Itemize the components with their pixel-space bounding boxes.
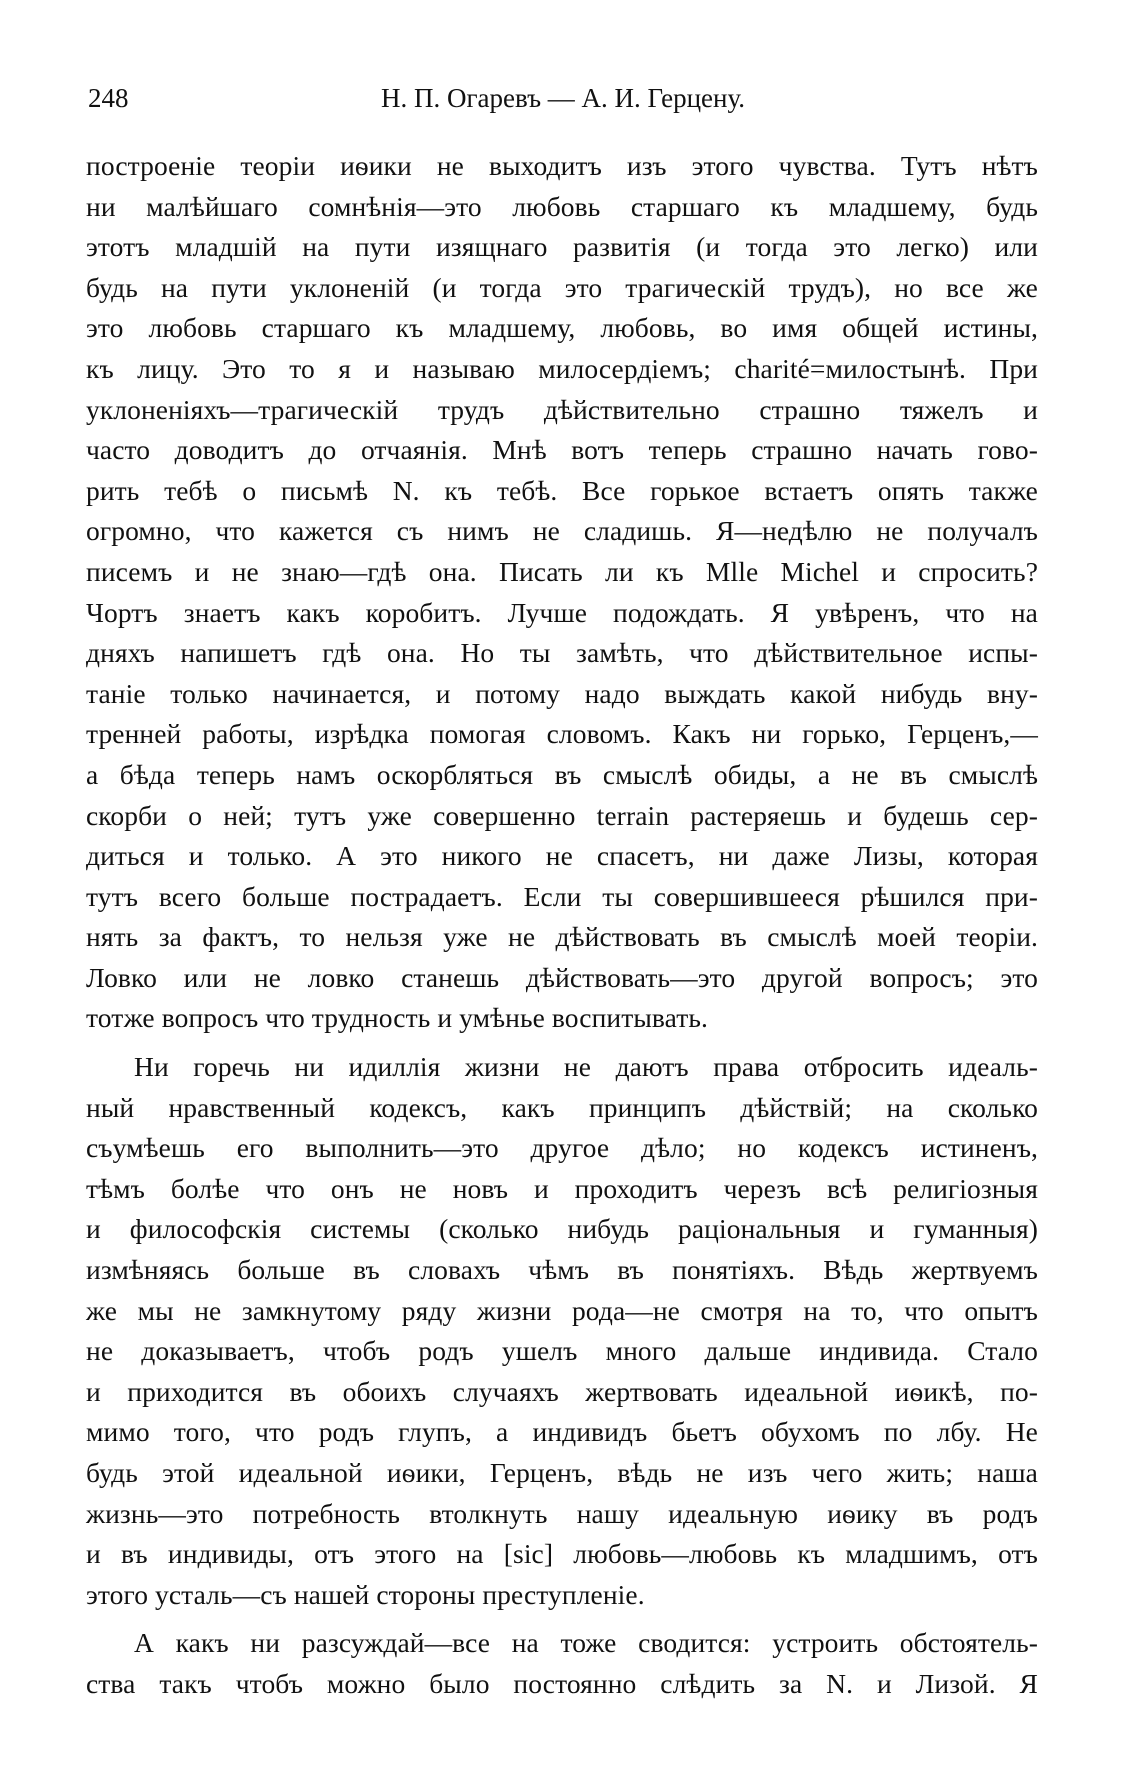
text-line: а бѣда теперь намъ оскорбляться въ смыслѣ обиды, а не въ смыслѣ <box>86 758 1038 790</box>
text-line: измѣняясь больше въ словахъ чѣмъ въ понятіяхъ. Вѣдь жертвуемъ <box>86 1254 1038 1286</box>
text-line: къ лицу. Это то я и называю милосердіемъ; charité=милостынѣ. При <box>86 352 1038 384</box>
text-line: диться и только. А это никого не спасетъ, ни даже Лизы, которая <box>86 840 1038 872</box>
text-line: будь этой идеальной иѳики, Герценъ, вѣдь не изъ чего жить; наша <box>86 1457 1038 1488</box>
text-line: А какъ ни разсуждай—все на тоже сводится: устроить обстоятель- <box>134 1627 1038 1659</box>
text-line: ства такъ чтобъ можно было постоянно слѣдить за N. и Лизой. Я <box>86 1667 1038 1699</box>
text-line: же мы не замкнутому ряду жизни рода—не смотря на то, что опытъ <box>86 1294 1038 1326</box>
text-line: Ни горечь ни идиллія жизни не даютъ права отбросить идеаль- <box>134 1051 1038 1083</box>
text-line: дняхъ напишетъ гдѣ она. Но ты замѣть, что дѣйствительное испы- <box>86 637 1038 669</box>
text-line: и приходится въ обоихъ случаяхъ жертвовать идеальной иѳикѣ, по- <box>86 1375 1038 1407</box>
text-line: этого усталь—съ нашей стороны преступленіе. <box>86 1578 645 1610</box>
text-line: мимо того, что родъ глупъ, а индивидъ бьетъ обухомъ по лбу. Не <box>86 1416 1038 1448</box>
paragraph <box>86 1047 1038 1615</box>
text-line: Ловко или не ловко станешь дѣйствовать—это другой вопросъ; это <box>86 961 1038 993</box>
text-line: съумѣешь его выполнить—это другое дѣло; но кодексъ истиненъ, <box>86 1132 1038 1164</box>
text-line: и въ индивиды, отъ этого на [sic] любовь—любовь къ младшимъ, отъ <box>86 1538 1038 1570</box>
text-line: ный нравственный кодексъ, какъ принципъ дѣйствій; на сколько <box>86 1091 1038 1123</box>
text-line: огромно, что кажется съ нимъ не сладишь. Я—недѣлю не получалъ <box>86 515 1038 547</box>
text-line: ни малѣйшаго сомнѣнія—это любовь старшаго къ младшему, будь <box>86 190 1038 222</box>
text-line: тѣмъ болѣе что онъ не новъ и проходитъ черезъ всѣ религіозныя <box>86 1172 1038 1204</box>
text-line: жизнь—это потребность втолкнуть нашу идеальную иѳику въ родъ <box>86 1497 1038 1529</box>
text-line: тренней работы, изрѣдка помогая словомъ. Какъ ни горько, Герценъ,— <box>86 718 1038 750</box>
paragraph <box>86 146 1038 1039</box>
text-line: нять за фактъ, то нельзя уже не дѣйствовать въ смыслѣ моей теоріи. <box>86 921 1038 953</box>
text-line: тутъ всего больше пострадаетъ. Если ты совершившееся рѣшился при- <box>86 880 1038 912</box>
text-line: не доказываетъ, чтобъ родъ ушелъ много дальше индивида. Стало <box>86 1335 1038 1367</box>
text-line: построеніе теоріи иѳики не выходитъ изъ этого чувства. Тутъ нѣтъ <box>86 150 1038 181</box>
body-text <box>86 146 1038 1705</box>
text-line: часто доводитъ до отчаянія. Мнѣ вотъ теперь страшно начать гово- <box>86 434 1038 466</box>
text-line: рить тебѣ о письмѣ N. къ тебѣ. Все горькое встаетъ опять также <box>86 474 1038 506</box>
running-head: Н. П. Огаревъ — А. И. Герцену. <box>380 83 746 113</box>
text-line: будь на пути уклоненій (и тогда это трагическій трудъ), но все же <box>86 271 1038 303</box>
text-line: писемъ и не знаю—гдѣ она. Писать ли къ Mlle Michel и спросить? <box>86 555 1038 587</box>
paragraph-gap <box>86 1615 1038 1623</box>
text-line: уклоненіяхъ—трагическій трудъ дѣйствительно страшно тяжелъ и <box>86 393 1038 425</box>
text-line: Чортъ знаетъ какъ коробитъ. Лучше подождать. Я увѣренъ, что на <box>86 596 1038 628</box>
paragraph-gap <box>86 1039 1038 1047</box>
page-number: 248 <box>88 83 129 113</box>
text-line: таніе только начинается, и потому надо выждать какой нибудь вну- <box>86 677 1038 709</box>
text-line: и философскія системы (сколько нибудь раціональныя и гуманныя) <box>86 1213 1038 1245</box>
text-line: это любовь старшаго къ младшему, любовь, во имя общей истины, <box>86 312 1038 344</box>
text-line: этотъ младшій на пути изящнаго развитія (и тогда это легко) или <box>86 231 1038 263</box>
paragraph <box>86 1623 1038 1704</box>
text-line: тотже вопросъ что трудность и умѣнье воспитывать. <box>86 1002 708 1034</box>
page-header <box>88 78 1038 118</box>
text-line: скорби о ней; тутъ уже совершенно terrain растеряешь и будешь сер- <box>86 799 1038 831</box>
